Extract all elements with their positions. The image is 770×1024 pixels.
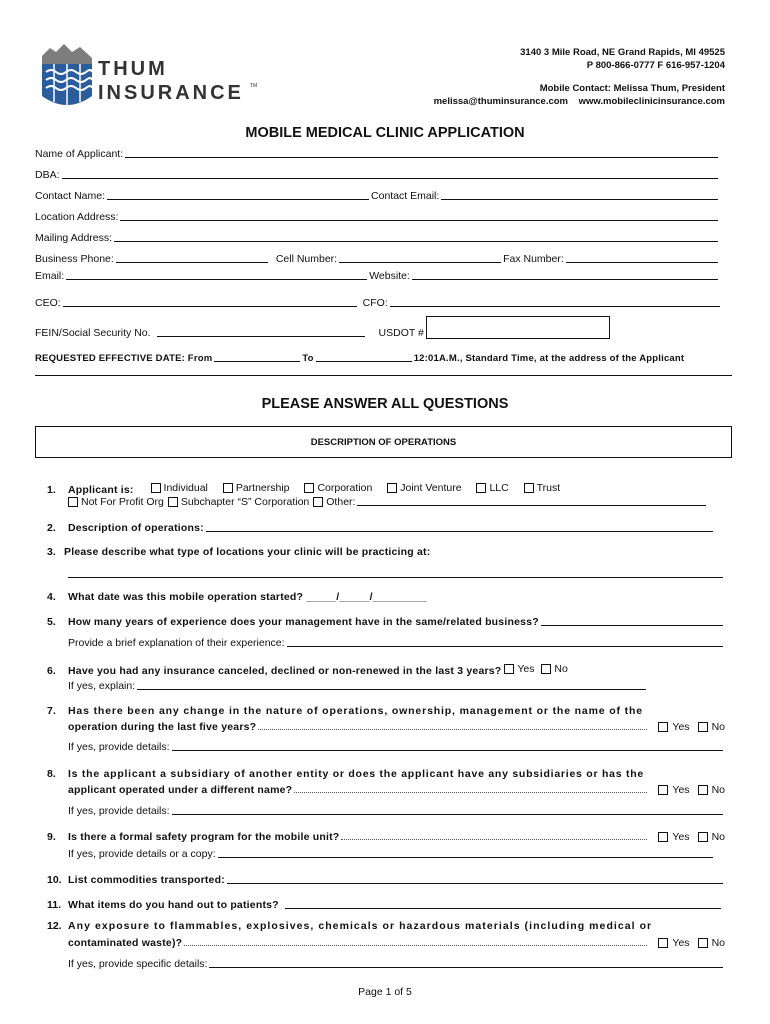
question-2: 2. Description of operations:	[35, 522, 715, 534]
question-8: 8. Is the applicant a subsidiary of another entity or does the applicant have any subsidiaries or has the	[47, 768, 644, 780]
contact-website: www.mobileclinicinsurance.com	[578, 96, 725, 107]
q8-no[interactable]: No	[698, 784, 725, 796]
commodities-input[interactable]	[227, 883, 723, 884]
question-6-sub: If yes, explain:	[68, 680, 648, 692]
question-3: 3. Please describe what type of locations your clinic will be practicing at:	[47, 546, 431, 558]
checkbox-icon	[223, 483, 233, 493]
description-input[interactable]	[206, 531, 713, 532]
company-contact-block	[434, 46, 725, 108]
field-email-row: Email: Website:	[35, 270, 720, 282]
question-8-sub: If yes, provide details:	[68, 805, 725, 817]
section-divider	[35, 375, 732, 376]
effective-date-row: REQUESTED EFFECTIVE DATE: From To 12:01A.M., Standard Time, at the address of the Applicant	[35, 353, 685, 364]
q7-no[interactable]: No	[698, 721, 725, 733]
checkbox-icon	[658, 785, 668, 795]
checkbox-icon	[304, 483, 314, 493]
ceo-input[interactable]	[63, 306, 357, 307]
usdot-input[interactable]	[426, 316, 610, 339]
experience-explanation-input[interactable]	[287, 646, 723, 647]
option-individual[interactable]: Individual	[151, 482, 208, 494]
contact-email-input[interactable]	[441, 199, 718, 200]
q6-no[interactable]: No	[541, 663, 567, 675]
business-phone-input[interactable]	[116, 262, 268, 263]
option-trust[interactable]: Trust	[524, 482, 561, 494]
question-1-row2	[68, 496, 708, 508]
question-11: 11. What items do you hand out to patients?	[35, 899, 723, 911]
question-4: 4. What date was this mobile operation started? _____/_____/_________	[47, 591, 428, 603]
field-contact-row: Contact Name: Contact Email:	[35, 190, 720, 202]
option-not-for-profit[interactable]: Not For Profit Org	[68, 496, 164, 508]
logo-wordmark-thum: THUM	[98, 58, 168, 80]
company-logo	[42, 44, 272, 110]
fax-number-input[interactable]	[566, 262, 718, 263]
question-7: 7. Has there been any change in the nature of operations, ownership, management or the name of the	[47, 705, 643, 717]
logo-wordmark-insurance: INSURANCE	[98, 82, 244, 104]
contact-name-input[interactable]	[107, 199, 369, 200]
q12-details-input[interactable]	[209, 967, 723, 968]
q9-no[interactable]: No	[698, 831, 725, 843]
field-id-row: FEIN/Social Security No. USDOT #	[35, 316, 625, 339]
question-8-line2: applicant operated under a different name? Yes No	[68, 784, 725, 796]
q7-yes[interactable]: Yes	[658, 721, 689, 733]
q6-explain-input[interactable]	[137, 689, 646, 690]
q8-yes[interactable]: Yes	[658, 784, 689, 796]
company-phone: P 800-866-0777 F 616-957-1204	[586, 60, 725, 71]
q8-details-input[interactable]	[172, 814, 723, 815]
option-llc[interactable]: LLC	[476, 482, 508, 494]
cfo-input[interactable]	[390, 306, 720, 307]
question-5-sub: Provide a brief explanation of their experience:	[68, 637, 725, 649]
question-9: 9. Is there a formal safety program for the mobile unit? Yes No	[47, 831, 725, 843]
field-location-address[interactable]: Location Address:	[35, 211, 720, 223]
question-10: 10. List commodities transported:	[35, 874, 725, 886]
checkbox-icon	[476, 483, 486, 493]
checkbox-icon	[698, 785, 708, 795]
q6-yes[interactable]: Yes	[504, 663, 534, 675]
q12-yes[interactable]: Yes	[658, 937, 689, 949]
checkbox-icon	[524, 483, 534, 493]
checkbox-icon	[658, 832, 668, 842]
q9-yes[interactable]: Yes	[658, 831, 689, 843]
company-address: 3140 3 Mile Road, NE Grand Rapids, MI 49525	[520, 47, 725, 58]
checkbox-icon	[504, 664, 514, 674]
description-box-label: DESCRIPTION OF OPERATIONS	[310, 436, 457, 448]
mobile-contact: Mobile Contact: Melissa Thum, President	[539, 83, 725, 94]
checkbox-icon	[698, 938, 708, 948]
question-6: 6. Have you had any insurance canceled, declined or non-renewed in the last 3 years? Yes No	[47, 663, 568, 677]
option-joint-venture[interactable]: Joint Venture	[387, 482, 461, 494]
page-number: Page 1 of 5	[358, 986, 412, 998]
checkbox-icon	[698, 832, 708, 842]
description-of-operations-box	[35, 426, 732, 458]
effective-to-input[interactable]	[316, 361, 412, 362]
question-3-answer-line[interactable]	[68, 577, 723, 578]
website-input[interactable]	[412, 279, 718, 280]
checkbox-icon	[168, 497, 178, 507]
question-7-line2: operation during the last five years? Yes No	[68, 721, 725, 733]
cell-number-input[interactable]	[339, 262, 501, 263]
checkbox-icon	[698, 722, 708, 732]
question-7-sub: If yes, provide details:	[68, 741, 725, 753]
question-12-line2: contaminated waste)? Yes No	[68, 937, 725, 949]
contact-email: melissa@thuminsurance.com	[433, 96, 569, 107]
mountain-logo-icon	[42, 44, 92, 108]
checkbox-icon	[658, 938, 668, 948]
checkbox-icon	[313, 497, 323, 507]
option-other[interactable]: Other:	[313, 496, 355, 508]
logo-trademark: TM	[250, 83, 258, 89]
field-exec-row: CEO: CFO:	[35, 297, 722, 309]
field-mailing-address[interactable]: Mailing Address:	[35, 232, 720, 244]
fein-input[interactable]	[157, 336, 365, 337]
experience-years-input[interactable]	[541, 625, 723, 626]
option-subchapter-s[interactable]: Subchapter “S” Corporation	[168, 496, 309, 508]
q7-details-input[interactable]	[172, 750, 723, 751]
checkbox-icon	[387, 483, 397, 493]
checkbox-icon	[658, 722, 668, 732]
q9-details-input[interactable]	[218, 857, 713, 858]
question-12: 12. Any exposure to flammables, explosives, chemicals or hazardous materials (including medical or	[47, 920, 653, 932]
question-12-sub: If yes, provide specific details:	[68, 958, 725, 970]
q12-no[interactable]: No	[698, 937, 725, 949]
question-5: 5. How many years of experience does your management have in the same/related business?	[35, 616, 725, 628]
option-corporation[interactable]: Corporation	[304, 482, 372, 494]
question-9-sub: If yes, provide details or a copy:	[68, 848, 715, 860]
items-handed-out-input[interactable]	[285, 908, 721, 909]
other-input[interactable]	[357, 505, 706, 506]
section-heading: PLEASE ANSWER ALL QUESTIONS	[261, 396, 509, 412]
checkbox-icon	[151, 483, 161, 493]
field-dba[interactable]: DBA:	[35, 169, 720, 181]
checkbox-icon	[541, 664, 551, 674]
start-date-input[interactable]: _____/_____/_________	[306, 591, 428, 603]
field-name-of-applicant[interactable]: Name of Applicant:	[35, 148, 720, 160]
question-1: 1. Applicant is: Individual Partnership Corporation Joint Venture LLC Trust	[47, 482, 561, 496]
checkbox-icon	[68, 497, 78, 507]
page-title: MOBILE MEDICAL CLINIC APPLICATION	[245, 125, 525, 141]
option-partnership[interactable]: Partnership	[223, 482, 290, 494]
email-input[interactable]	[66, 279, 367, 280]
field-phone-row: Business Phone: Cell Number: Fax Number:	[35, 253, 720, 265]
effective-from-input[interactable]	[214, 361, 300, 362]
